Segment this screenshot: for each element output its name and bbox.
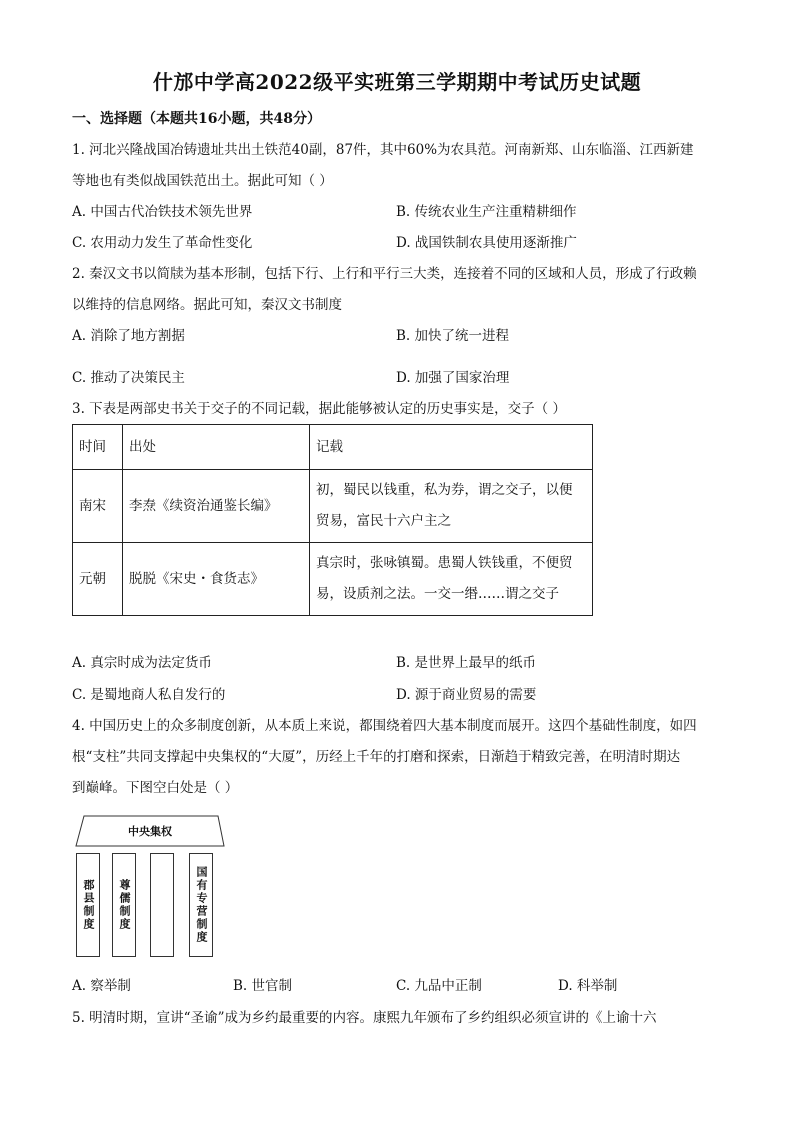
table-cell-time: 南宋	[73, 470, 123, 543]
table-cell-time: 元朝	[73, 543, 123, 616]
table-cell-source: 脱脱《宋史・食货志》	[123, 543, 310, 616]
record-line: 贸易，富民十六户主之	[316, 513, 451, 529]
diagram-pillar: 尊儒制度	[112, 853, 136, 957]
q4-option-c[interactable]: C. 九品中正制	[396, 978, 482, 994]
diagram-roof-label: 中央集权	[128, 825, 172, 838]
q4-option-b[interactable]: B. 世官制	[233, 978, 293, 994]
table-header-cell: 出处	[123, 425, 310, 470]
table-cell-record	[310, 470, 593, 543]
q1-option-c[interactable]: C. 农用动力发生了革命性变化	[72, 235, 253, 251]
table-row	[73, 543, 593, 616]
q2-option-d[interactable]: D. 加强了国家治理	[396, 370, 510, 386]
section-heading: 一、选择题（本题共16小题，共48分）	[72, 111, 321, 127]
q5-stem-line: 5. 明清时期，宣讲“圣谕”成为乡约最重要的内容。康熙九年颁布了乡约组织必须宣讲的《上谕十六	[72, 1010, 657, 1026]
q2-option-c[interactable]: C. 推动了决策民主	[72, 370, 185, 386]
record-line: 真宗时，张咏镇蜀。患蜀人铁钱重，不便贸	[316, 555, 573, 571]
q3-option-d[interactable]: D. 源于商业贸易的需要	[396, 687, 537, 703]
diagram-pillar: 郡县制度	[76, 853, 100, 957]
q3-option-c[interactable]: C. 是蜀地商人私自发行的	[72, 687, 226, 703]
q3-option-a[interactable]: A. 真宗时成为法定货币	[72, 655, 212, 671]
q2-option-b[interactable]: B. 加快了统一进程	[396, 328, 510, 344]
table-header-row	[73, 425, 593, 470]
record-line: 易，设质剂之法。一交一缗……谓之交子	[316, 586, 559, 602]
q1-option-a[interactable]: A. 中国古代冶铁技术领先世界	[72, 204, 253, 220]
exam-title: 什邡中学高2022级平实班第三学期期中考试历史试题	[152, 70, 642, 94]
table-header-cell: 时间	[73, 425, 123, 470]
q4-option-a[interactable]: A. 察举制	[72, 978, 131, 994]
q4-option-d[interactable]: D. 科举制	[558, 978, 618, 994]
q3-stem-line: 3. 下表是两部史书关于交子的不同记载，据此能够被认定的历史事实是，交子（ ）	[72, 401, 566, 417]
q3-option-b[interactable]: B. 是世界上最早的纸币	[396, 655, 537, 671]
q1-stem-line: 等地也有类似战国铁范出土。据此可知（ ）	[72, 173, 333, 189]
table-row	[73, 470, 593, 543]
q1-option-d[interactable]: D. 战国铁制农具使用逐渐推广	[396, 235, 577, 251]
record-line: 初，蜀民以钱重，私为券，谓之交子，以便	[316, 482, 573, 498]
q4-stem-line: 4. 中国历史上的众多制度创新，从本质上来说，都围绕着四大基本制度而展开。这四个基础性制度，如四	[72, 718, 697, 734]
q1-stem-line: 1. 河北兴隆战国冶铸遗址共出土铁范40副，87件，其中60%为农具范。河南新郑、山东临淄、江西新建	[72, 142, 694, 158]
q1-option-b[interactable]: B. 传统农业生产注重精耕细作	[396, 204, 577, 220]
q4-stem-line: 到巅峰。下图空白处是（ ）	[72, 780, 239, 796]
jiaozi-records-table	[72, 424, 593, 616]
central-power-diagram	[72, 815, 232, 955]
q2-option-a[interactable]: A. 消除了地方割据	[72, 328, 185, 344]
table-header-cell: 记载	[310, 425, 593, 470]
table-cell-source: 李焘《续资治通鉴长编》	[123, 470, 310, 543]
table-cell-record	[310, 543, 593, 616]
diagram-pillar-blank	[150, 853, 174, 957]
q2-stem-line: 2. 秦汉文书以简牍为基本形制，包括下行、上行和平行三大类，连接着不同的区域和人员，形成了行政赖	[72, 266, 697, 282]
q2-stem-line: 以维持的信息网络。据此可知，秦汉文书制度	[72, 297, 342, 313]
q4-stem-line: 根“支柱”共同支撑起中央集权的“大厦”，历经上千年的打磨和探索，日渐趋于精致完善，在明清时期达	[72, 749, 681, 765]
diagram-pillar: 国有专营制度	[189, 853, 213, 957]
